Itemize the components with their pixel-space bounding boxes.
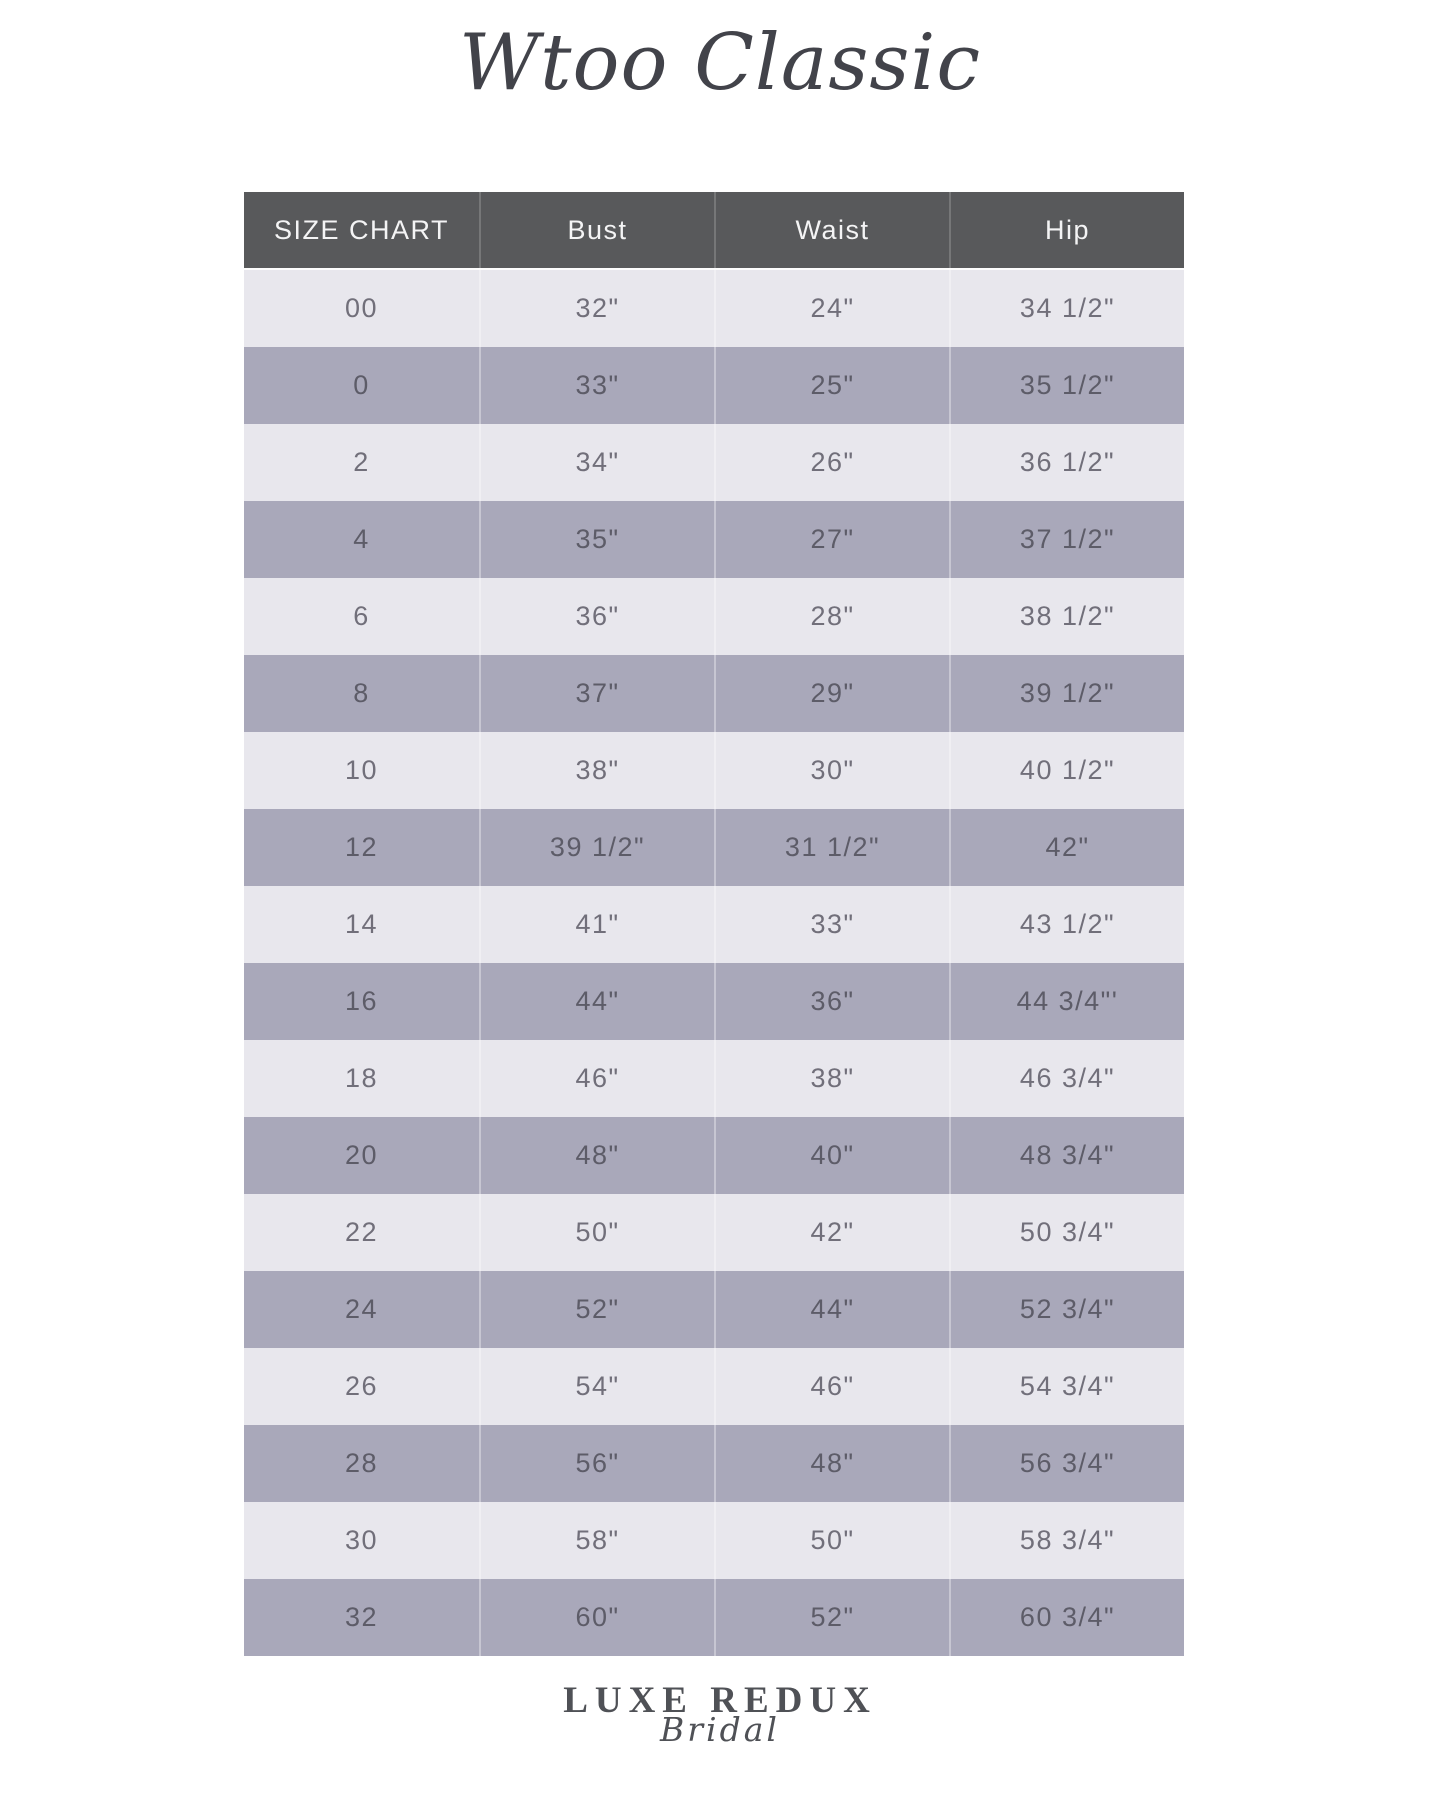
cell-hip: 46 3/4" <box>949 1040 1184 1117</box>
cell-size: 0 <box>353 370 370 400</box>
header-cell-size-chart: SIZE CHART <box>273 214 450 245</box>
cell-waist: 31 1/2" <box>714 809 949 886</box>
table-row <box>244 1117 1184 1194</box>
table-row <box>244 732 1184 809</box>
cell-waist: 36" <box>714 963 949 1040</box>
cell-hip: 42" <box>949 809 1184 886</box>
cell-size: 4 <box>353 524 370 554</box>
table-row <box>244 655 1184 732</box>
size-chart-table <box>244 192 1184 1656</box>
cell-waist: 44" <box>714 1271 949 1348</box>
logo-script-text: Bridal <box>660 1710 780 1749</box>
table-row <box>244 347 1184 424</box>
cell-bust: 32" <box>479 270 714 347</box>
cell-size: 20 <box>344 1140 379 1170</box>
table-row <box>244 424 1184 501</box>
cell-size: 14 <box>344 909 379 939</box>
cell-size: 30 <box>344 1525 379 1555</box>
cell-hip: 36 1/2" <box>949 424 1184 501</box>
cell-waist: 33" <box>714 886 949 963</box>
cell-hip: 37 1/2" <box>949 501 1184 578</box>
cell-hip: 38 1/2" <box>949 578 1184 655</box>
table-row <box>244 809 1184 886</box>
cell-size: 32 <box>344 1602 379 1632</box>
cell-size: 18 <box>344 1063 379 1093</box>
cell-bust: 50" <box>479 1194 714 1271</box>
cell-bust: 44" <box>479 963 714 1040</box>
cell-size: 8 <box>353 678 370 708</box>
cell-waist: 48" <box>714 1425 949 1502</box>
cell-hip: 60 3/4" <box>949 1579 1184 1656</box>
cell-waist: 42" <box>714 1194 949 1271</box>
cell-hip: 56 3/4" <box>949 1425 1184 1502</box>
cell-waist: 46" <box>714 1348 949 1425</box>
cell-hip: 43 1/2" <box>949 886 1184 963</box>
cell-bust: 52" <box>479 1271 714 1348</box>
cell-hip: 48 3/4" <box>949 1117 1184 1194</box>
page-title: Wtoo Classic <box>458 18 982 108</box>
table-row <box>244 1194 1184 1271</box>
cell-hip: 34 1/2" <box>949 270 1184 347</box>
table-row <box>244 1502 1184 1579</box>
logo-wordmark: LUXE REDUX <box>563 1680 877 1721</box>
cell-waist: 30" <box>714 732 949 809</box>
cell-hip: 39 1/2" <box>949 655 1184 732</box>
cell-waist: 27" <box>714 501 949 578</box>
header-cell-waist: Waist <box>714 192 949 268</box>
cell-bust: 56" <box>479 1425 714 1502</box>
brand-logo <box>0 1680 1440 1749</box>
cell-waist: 26" <box>714 424 949 501</box>
cell-size: 16 <box>344 986 379 1016</box>
cell-size: 2 <box>353 447 370 477</box>
cell-hip: 58 3/4" <box>949 1502 1184 1579</box>
cell-hip: 50 3/4" <box>949 1194 1184 1271</box>
cell-waist: 52" <box>714 1579 949 1656</box>
cell-waist: 50" <box>714 1502 949 1579</box>
cell-waist: 28" <box>714 578 949 655</box>
cell-size: 10 <box>344 755 379 785</box>
cell-bust: 46" <box>479 1040 714 1117</box>
table-header-row <box>244 192 1184 270</box>
header-cell-hip: Hip <box>949 192 1184 268</box>
cell-bust: 41" <box>479 886 714 963</box>
cell-waist: 24" <box>714 270 949 347</box>
cell-hip: 54 3/4" <box>949 1348 1184 1425</box>
cell-bust: 58" <box>479 1502 714 1579</box>
cell-bust: 35" <box>479 501 714 578</box>
table-row <box>244 501 1184 578</box>
cell-waist: 29" <box>714 655 949 732</box>
table-row <box>244 1579 1184 1656</box>
cell-size: 28 <box>344 1448 379 1478</box>
cell-bust: 37" <box>479 655 714 732</box>
header-cell-bust: Bust <box>479 192 714 268</box>
cell-bust: 33" <box>479 347 714 424</box>
cell-waist: 25" <box>714 347 949 424</box>
cell-size: 00 <box>344 293 379 323</box>
table-row <box>244 1040 1184 1117</box>
cell-hip: 44 3/4"' <box>949 963 1184 1040</box>
cell-hip: 35 1/2" <box>949 347 1184 424</box>
cell-bust: 48" <box>479 1117 714 1194</box>
table-body <box>244 270 1184 1656</box>
table-row <box>244 1425 1184 1502</box>
cell-hip: 52 3/4" <box>949 1271 1184 1348</box>
cell-bust: 36" <box>479 578 714 655</box>
cell-bust: 39 1/2" <box>479 809 714 886</box>
cell-hip: 40 1/2" <box>949 732 1184 809</box>
cell-bust: 34" <box>479 424 714 501</box>
cell-size: 24 <box>344 1294 379 1324</box>
table-row <box>244 1348 1184 1425</box>
cell-size: 22 <box>344 1217 379 1247</box>
table-row <box>244 270 1184 347</box>
cell-bust: 38" <box>479 732 714 809</box>
table-row <box>244 578 1184 655</box>
cell-waist: 40" <box>714 1117 949 1194</box>
table-row <box>244 963 1184 1040</box>
cell-size: 6 <box>353 601 370 631</box>
cell-size: 12 <box>344 832 379 862</box>
table-row <box>244 886 1184 963</box>
cell-bust: 54" <box>479 1348 714 1425</box>
cell-size: 26 <box>344 1371 379 1401</box>
cell-bust: 60" <box>479 1579 714 1656</box>
cell-waist: 38" <box>714 1040 949 1117</box>
table-row <box>244 1271 1184 1348</box>
